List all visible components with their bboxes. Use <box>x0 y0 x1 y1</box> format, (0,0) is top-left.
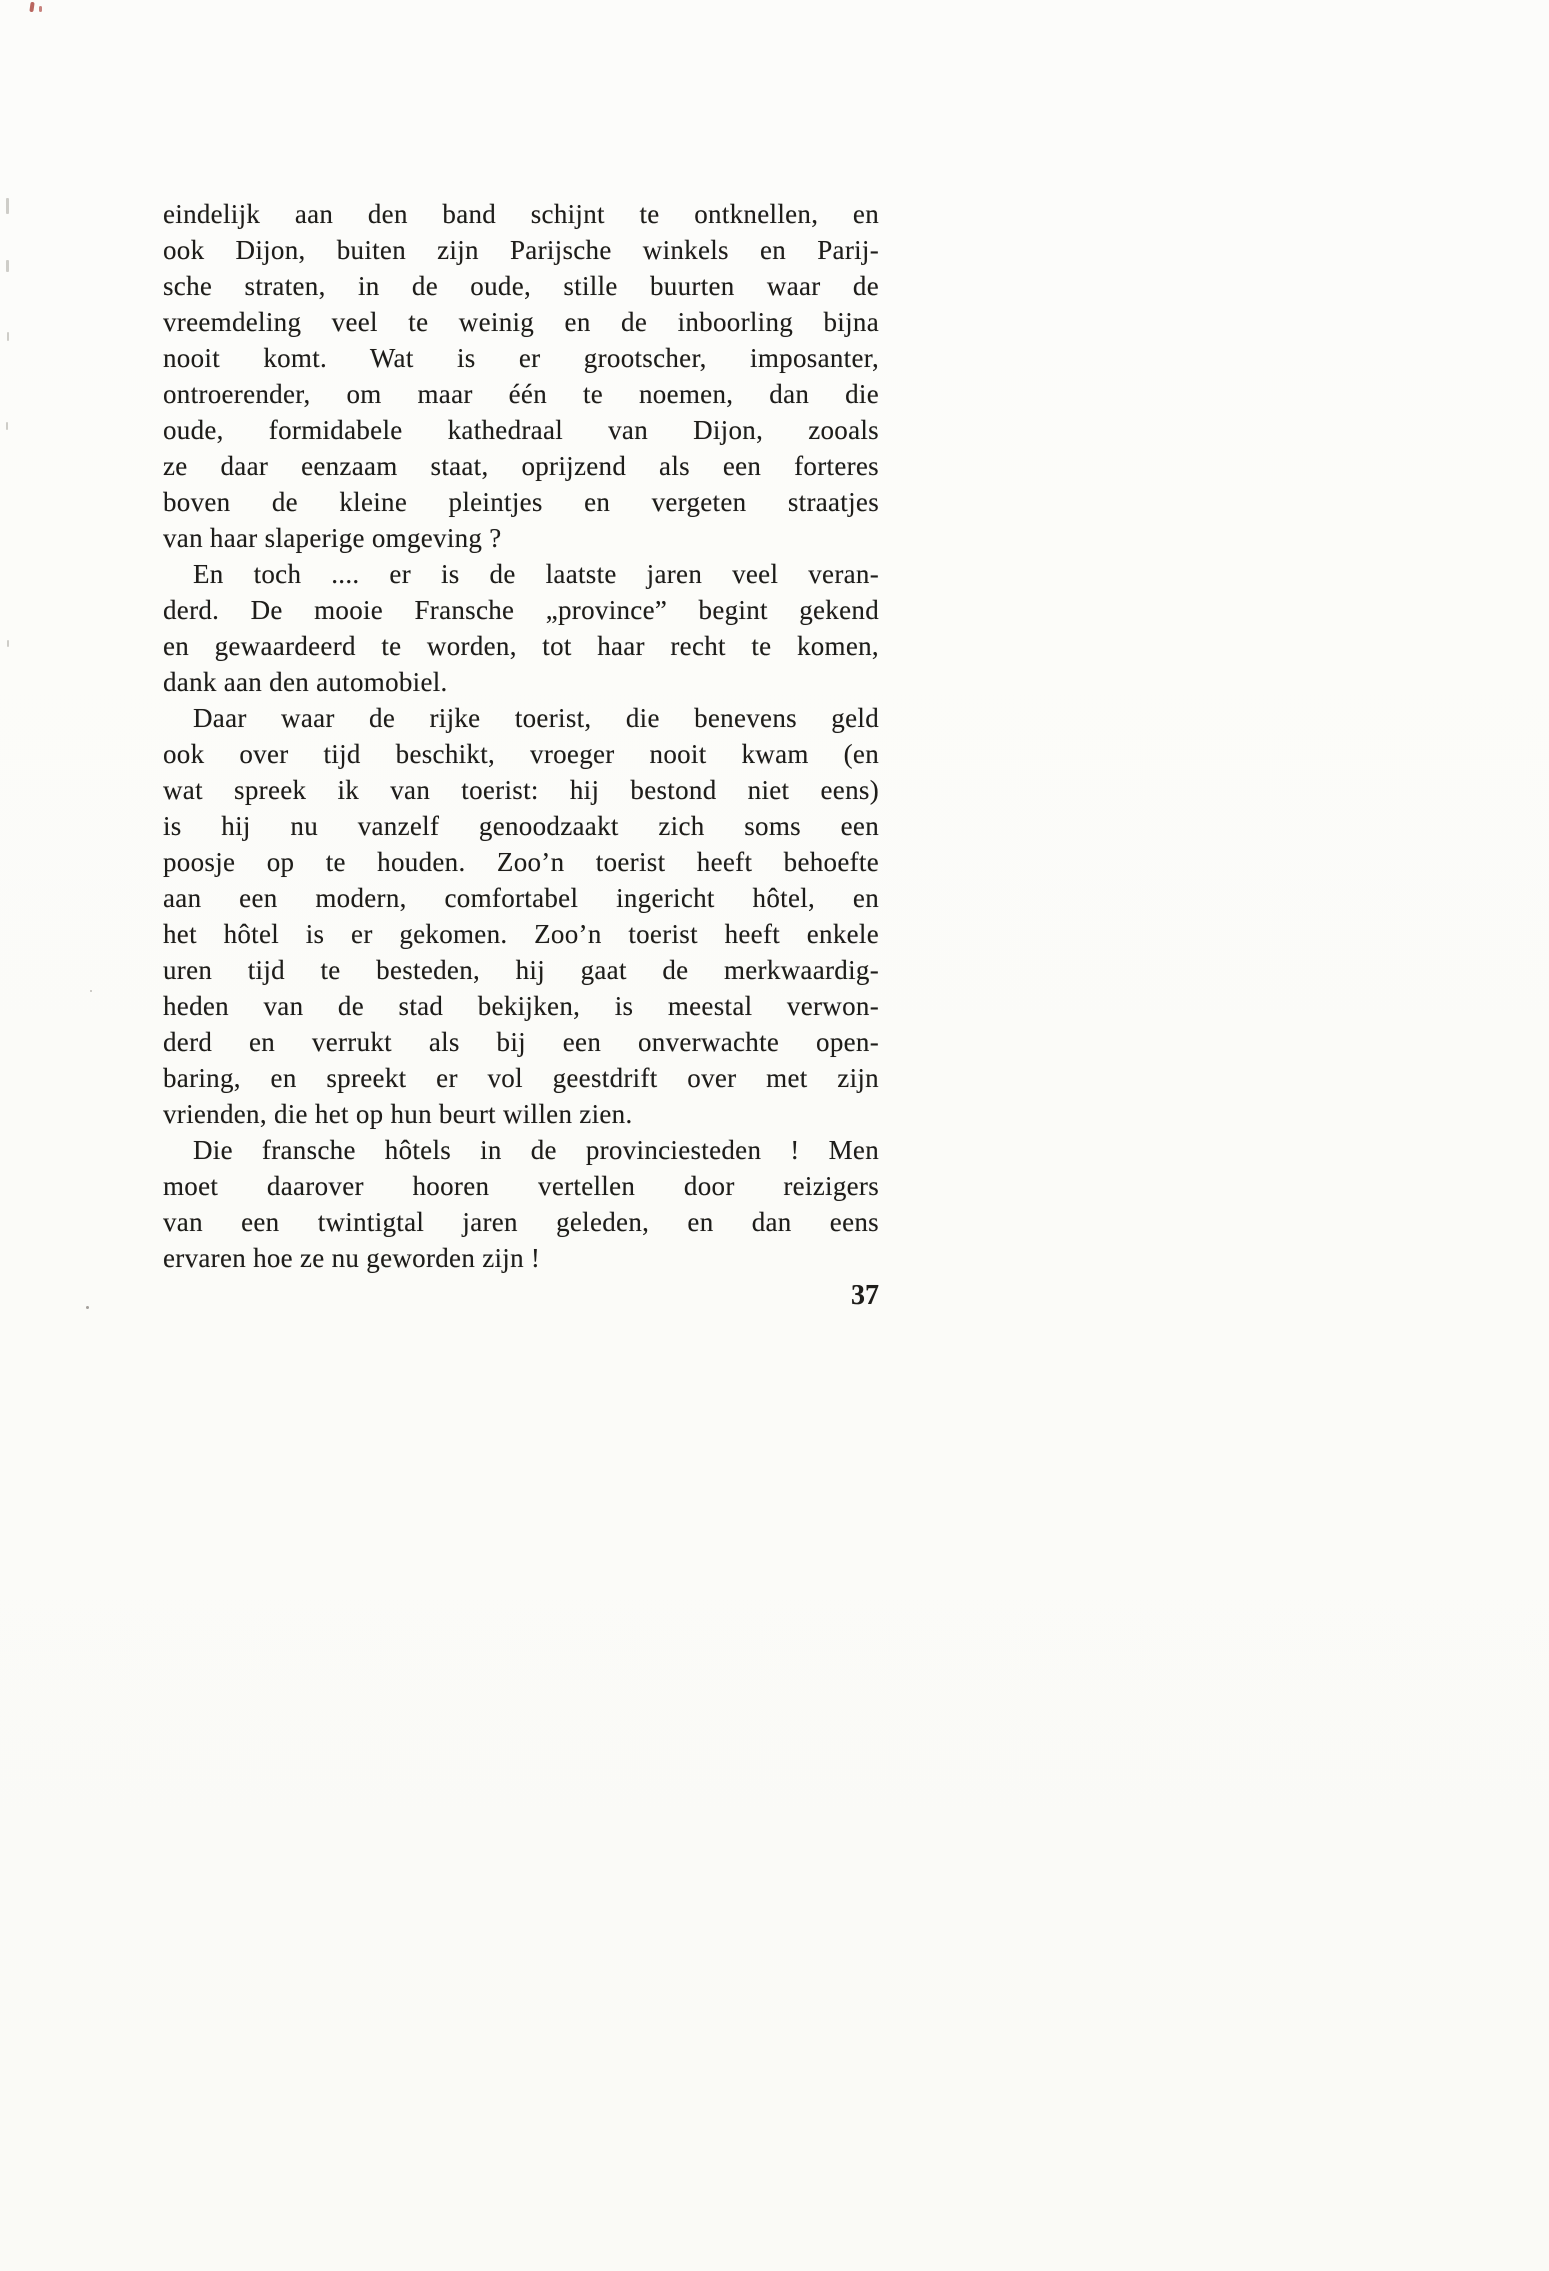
text-line: derd en verrukt als bij een onverwachte open- <box>163 1027 879 1057</box>
text-line: derd. De mooie Fransche „province” begint gekend <box>163 595 879 625</box>
text-line: Die fransche hôtels in de provinciesteden ! Men <box>193 1135 879 1165</box>
text-line: En toch .... er is de laatste jaren veel veran- <box>193 559 879 589</box>
text-line: nooit komt. Wat is er grootscher, imposanter, <box>163 343 879 373</box>
text-line: vrienden, die het op hun beurt willen zien. <box>163 1099 633 1129</box>
text-line: van een twintigtal jaren geleden, en dan eens <box>163 1207 879 1237</box>
text-line: moet daarover hooren vertellen door reizigers <box>163 1171 879 1201</box>
text-line: oude, formidabele kathedraal van Dijon, zooals <box>163 415 879 445</box>
text-line: het hôtel is er gekomen. Zoo’n toerist heeft enkele <box>163 919 879 949</box>
scan-artifact-dot <box>86 1306 89 1309</box>
scan-artifact-edge-mark <box>7 332 9 341</box>
text-line: boven de kleine pleintjes en vergeten straatjes <box>163 487 879 517</box>
text-line: sche straten, in de oude, stille buurten waar de <box>163 271 879 301</box>
text-line: en gewaardeerd te worden, tot haar recht te komen, <box>163 631 879 661</box>
scan-artifact-edge-mark <box>6 198 9 214</box>
scan-artifact-edge-mark <box>6 260 9 272</box>
scan-artifact-edge-mark <box>6 422 8 430</box>
text-line: ze daar eenzaam staat, oprijzend als een forteres <box>163 451 879 481</box>
scan-artifact-red-speck <box>39 6 42 12</box>
text-line: is hij nu vanzelf genoodzaakt zich soms een <box>163 811 879 841</box>
text-block <box>163 196 879 1276</box>
text-line: ook over tijd beschikt, vroeger nooit kwam (en <box>163 739 879 769</box>
text-line: vreemdeling veel te weinig en de inboorling bijna <box>163 307 879 337</box>
scan-artifact-dot <box>90 990 92 992</box>
text-line: poosje op te houden. Zoo’n toerist heeft behoefte <box>163 847 879 877</box>
text-line: van haar slaperige omgeving ? <box>163 523 502 553</box>
text-line: dank aan den automobiel. <box>163 667 448 697</box>
text-line: eindelijk aan den band schijnt te ontknellen, en <box>163 199 879 229</box>
text-line: ervaren hoe ze nu geworden zijn ! <box>163 1243 541 1273</box>
scan-artifact-edge-mark <box>7 640 9 647</box>
page-number: 37 <box>851 1280 879 1311</box>
text-line: baring, en spreekt er vol geestdrift over met zijn <box>163 1063 879 1093</box>
text-line: aan een modern, comfortabel ingericht hôtel, en <box>163 883 879 913</box>
text-line: heden van de stad bekijken, is meestal verwon- <box>163 991 879 1021</box>
text-line: ook Dijon, buiten zijn Parijsche winkels en Parij- <box>163 235 879 265</box>
text-line: Daar waar de rijke toerist, die benevens geld <box>193 703 879 733</box>
text-line: wat spreek ik van toerist: hij bestond niet eens) <box>163 775 879 805</box>
scan-artifact-red-speck <box>29 2 34 12</box>
text-line: uren tijd te besteden, hij gaat de merkwaardig- <box>163 955 879 985</box>
text-line: ontroerender, om maar één te noemen, dan die <box>163 379 879 409</box>
